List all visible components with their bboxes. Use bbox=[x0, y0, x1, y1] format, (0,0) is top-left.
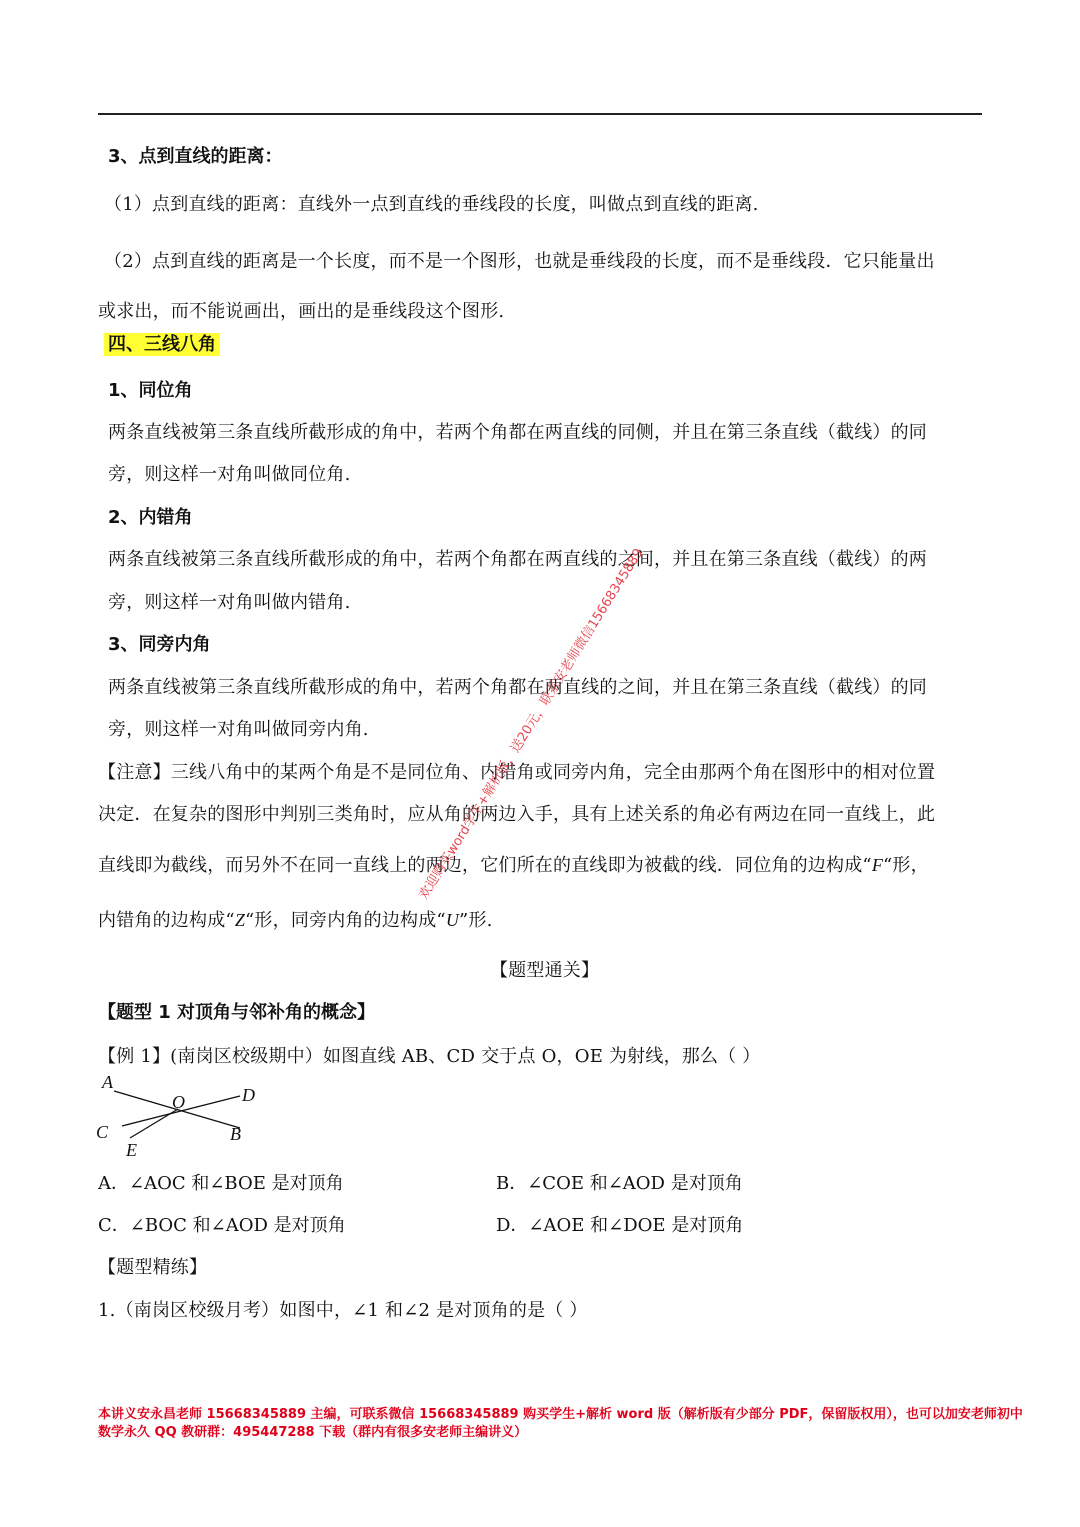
header-rule bbox=[98, 113, 982, 115]
label-o: O bbox=[172, 1092, 185, 1112]
section-3-title: 3、点到直线的距离： bbox=[108, 146, 283, 167]
note-line-3 bbox=[98, 851, 929, 877]
note-line-2: 决定．在复杂的图形中判别三类角时，应从角的两边入手，具有上述关系的角必有两边在同一直线上，此 bbox=[98, 804, 936, 825]
note-line-4 bbox=[98, 906, 493, 932]
label-e: E bbox=[126, 1140, 137, 1160]
highlighted-heading: 四、三线八角 bbox=[104, 333, 220, 356]
example-1-question: 【例 1】(南岗区校级期中）如图直线 AB、CD 交于点 O，OE 为射线，那么（ ） bbox=[98, 1046, 761, 1067]
option-b: B．∠COE 和∠AOD 是对顶角 bbox=[496, 1173, 743, 1194]
section-3-paragraph-1: （1）点到直线的距离：直线外一点到直线的垂线段的长度，叫做点到直线的距离. bbox=[104, 194, 759, 215]
item-3-line-2: 旁，则这样一对角叫做同旁内角. bbox=[108, 719, 369, 740]
practice-question-1: 1.（南岗区校级月考）如图中，∠1 和∠2 是对顶角的是（ ） bbox=[98, 1300, 588, 1321]
option-d: D．∠AOE 和∠DOE 是对顶角 bbox=[496, 1215, 744, 1236]
section-3-paragraph-2-line-2: 或求出，而不能说画出，画出的是垂线段这个图形. bbox=[98, 301, 505, 322]
ray-oe bbox=[130, 1109, 178, 1138]
item-3-title: 3、同旁内角 bbox=[108, 634, 211, 655]
note-line-4-text: 内错角的边构成“ bbox=[98, 910, 235, 931]
item-2-line-2: 旁，则这样一对角叫做内错角. bbox=[108, 592, 351, 613]
tixing-header: 【题型通关】 bbox=[490, 960, 600, 981]
item-1-line-2: 旁，则这样一对角叫做同位角. bbox=[108, 464, 351, 485]
item-2-line-1: 两条直线被第三条直线所截形成的角中，若两个角都在两直线的之间，并且在第三条直线（截线）的两 bbox=[108, 549, 927, 570]
footer-line-2: 数学永久 QQ 教研群：495447288 下载（群内有很多安老师主编讲义） bbox=[98, 1425, 528, 1440]
note-line-3-end: “形， bbox=[883, 855, 929, 876]
note-line-1: 【注意】三线八角中的某两个角是不是同位角、内错角或同旁内角，完全由那两个角在图形中的相对位置 bbox=[98, 762, 936, 783]
item-1-line-1: 两条直线被第三条直线所截形成的角中，若两个角都在两直线的同侧，并且在第三条直线（截线）的同 bbox=[108, 422, 927, 443]
shape-letter-f: F bbox=[871, 855, 884, 875]
shape-letter-z: Z bbox=[234, 910, 246, 930]
item-3-line-1: 两条直线被第三条直线所截形成的角中，若两个角都在两直线的之间，并且在第三条直线（截线）的同 bbox=[108, 677, 927, 698]
section-3-paragraph-2-line-1: （2）点到直线的距离是一个长度，而不是一个图形，也就是垂线段的长度，而不是垂线段．它只能量出 bbox=[104, 251, 935, 272]
item-1-title: 1、同位角 bbox=[108, 380, 193, 401]
note-line-4-end: ”形. bbox=[459, 910, 493, 931]
shape-letter-u: U bbox=[445, 910, 460, 930]
label-b: B bbox=[230, 1124, 241, 1144]
label-d: D bbox=[242, 1085, 255, 1105]
footer-line-1: 本讲义安永昌老师 15668345889 主编，可联系微信 15668345889 购买学生+解析 word 版（解析版有少部分 PDF，保留版权用），也可以加安老师初中 bbox=[98, 1407, 1023, 1422]
example-1-figure bbox=[90, 1068, 280, 1164]
note-line-4-mid: “形，同旁内角的边构成“ bbox=[245, 910, 446, 931]
option-a: A．∠AOC 和∠BOE 是对顶角 bbox=[98, 1173, 344, 1194]
watermark: 欢迎购买word学生+解析版，送20元，联系安老师微信15668345889 bbox=[416, 546, 647, 903]
section-4-title bbox=[104, 330, 220, 356]
note-line-3-text: 直线即为截线，而另外不在同一直线上的两边，它们所在的直线即为被截的线．同位角的边构成“ bbox=[98, 855, 872, 876]
option-c: C．∠BOC 和∠AOD 是对顶角 bbox=[98, 1215, 346, 1236]
label-c: C bbox=[96, 1122, 109, 1142]
item-2-title: 2、内错角 bbox=[108, 507, 193, 528]
label-a: A bbox=[102, 1072, 113, 1092]
practice-title: 【题型精练】 bbox=[98, 1257, 208, 1278]
type-1-title: 【题型 1 对顶角与邻补角的概念】 bbox=[98, 1002, 376, 1023]
